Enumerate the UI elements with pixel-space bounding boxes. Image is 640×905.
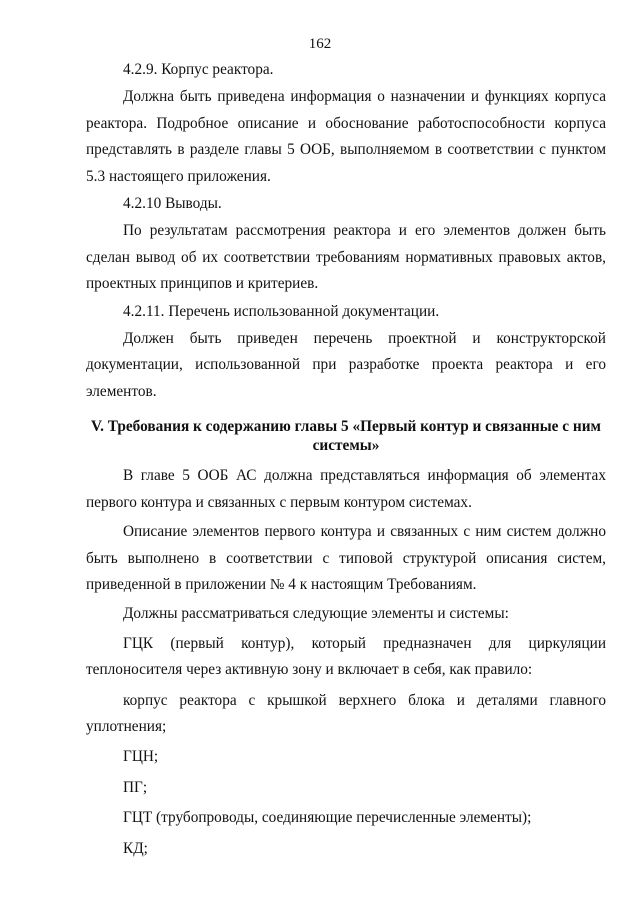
list-item: ГЦТ (трубопроводы, соединяющие перечисленные элементы); <box>123 809 532 827</box>
paragraph: Должна быть приведена информация о назначении и функциях корпуса реактора. Подробное описание и обоснование работоспособности корпуса представлять в разделе главы 5 ООБ, выполняемом в соответствии с пунктом 5.3 настоящего приложения. <box>86 88 606 185</box>
page-number: 162 <box>308 36 332 52</box>
paragraph: Должны рассматриваться следующие элементы и системы: <box>123 605 509 623</box>
section-heading: V. Требования к содержанию главы 5 «Первый контур и связанные с ним системы» <box>91 418 601 455</box>
paragraph: ГЦК (первый контур), который предназначен для циркуляции теплоносителя через активную зону и включает в себя, как правило: <box>86 634 606 679</box>
paragraph: По результатам рассмотрения реактора и его элементов должен быть сделан вывод об их соответствии требованиям нормативных правовых актов, проектных принципов и критериев. <box>86 222 606 293</box>
paragraph-heading-4-2-9: 4.2.9. Корпус реактора. <box>123 61 274 78</box>
paragraph-heading-4-2-10: 4.2.10 Выводы. <box>123 195 222 213</box>
paragraph-heading-4-2-11: 4.2.11. Перечень использованной документации. <box>123 302 440 320</box>
paragraph: В главе 5 ООБ АС должна представляться информация об элементах первого контура и связанных с первым контуром системах. <box>86 467 606 511</box>
list-item: ГЦН; <box>123 748 159 766</box>
list-item: КД; <box>123 839 148 857</box>
list-item: ПГ; <box>123 778 148 796</box>
paragraph: Должен быть приведен перечень проектной и конструкторской документации, использованной при разработке проекта реактора и его элементов. <box>86 330 606 400</box>
paragraph: Описание элементов первого контура и связанных с ним систем должно быть выполнено в соответствии с типовой структурой описания систем, приведенной в приложении № 4 к настоящим Требованиям. <box>86 523 606 593</box>
list-item: корпус реактора с крышкой верхнего блока и деталями главного уплотнения; <box>86 691 606 735</box>
document-body <box>86 57 606 862</box>
